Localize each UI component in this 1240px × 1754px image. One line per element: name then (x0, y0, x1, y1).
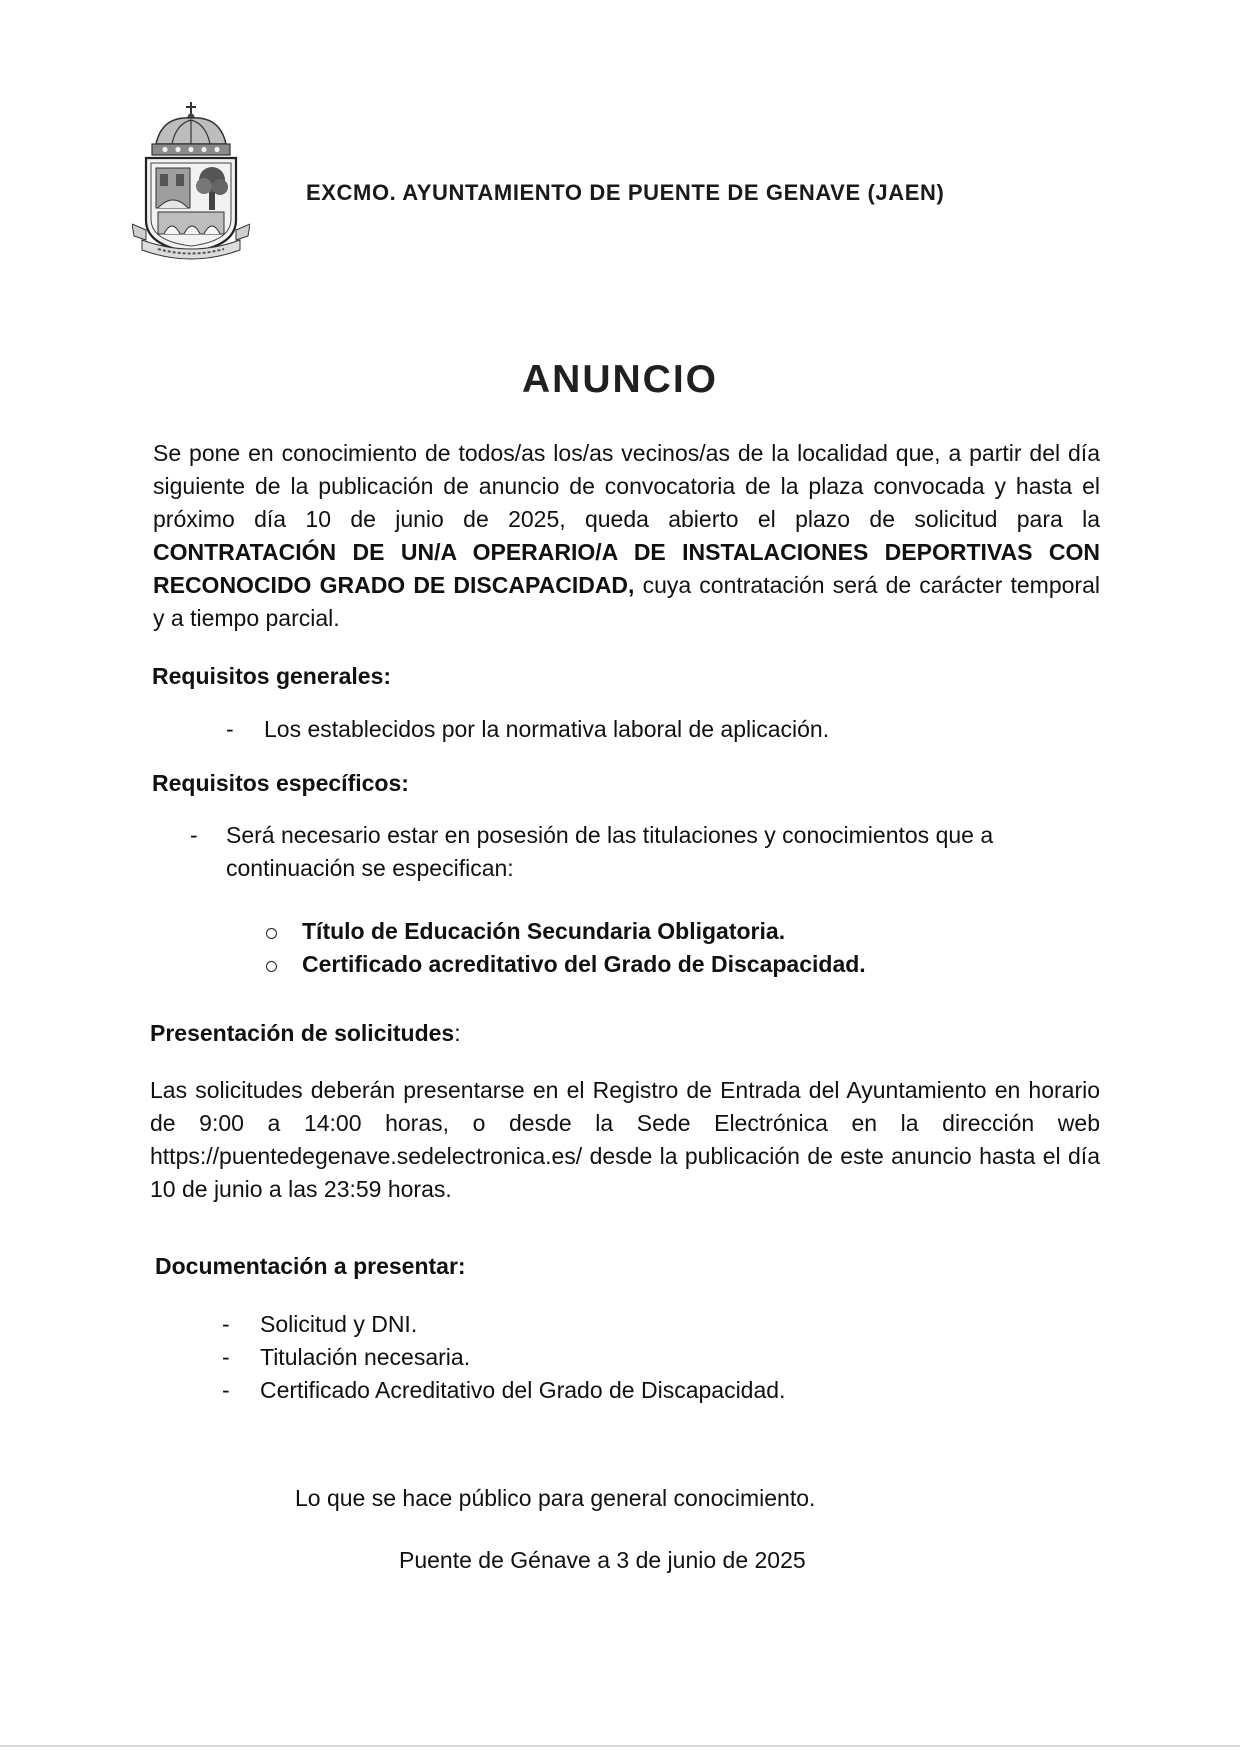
organization-title: EXCMO. AYUNTAMIENTO DE PUENTE DE GENAVE (JAEN) (306, 180, 945, 205)
scan-edge-divider (0, 1745, 1240, 1747)
sub-list-item-text: Certificado acreditativo del Grado de Discapacidad. (302, 951, 866, 977)
sub-list-item-text: Título de Educación Secundaria Obligatoria. (302, 918, 786, 944)
list-item-text-continued: continuación se especifican: (226, 855, 514, 881)
closing-statement: Lo que se hace público para general conocimiento. (295, 1485, 816, 1511)
intro-text: Se pone en conocimiento de todos/as los/as vecinos/as de la localidad que, a partir del día siguiente de la publicación de anuncio de convocatoria de la plaza convocada y hasta el próximo día 10 de junio de 2025, queda abierto el plazo de solicitud para la (153, 440, 1100, 532)
list-item (222, 1377, 922, 1407)
submission-heading (150, 1020, 461, 1047)
submission-paragraph: Las solicitudes deberán presentarse en el Registro de Entrada del Ayuntamiento en horario de 9:00 a 14:00 horas, o desde la Sede Electrónica en la dirección web https://puentedegenave.sedelectronica.es/ desde la publicación de este anuncio hasta el día 10 de junio a las 23:59 horas. (150, 1077, 1100, 1202)
list-item (222, 1311, 922, 1341)
documentation-heading: Documentación a presentar: (155, 1253, 466, 1279)
list-item (226, 716, 926, 746)
list-dash: - (222, 1311, 230, 1337)
list-item-text: Será necesario estar en posesión de las titulaciones y conocimientos que a (226, 822, 994, 848)
list-item (190, 822, 1100, 888)
general-requirements-heading: Requisitos generales: (152, 663, 392, 689)
intro-position-title: CONTRATACIÓN DE UN/A OPERARIO/A DE INSTALACIONES DEPORTIVAS CON RECONOCIDO GRADO DE DISCAPACIDAD, (153, 539, 1100, 598)
place-and-date: Puente de Génave a 3 de junio de 2025 (399, 1547, 806, 1573)
list-item-text: Los establecidos por la normativa laboral de aplicación. (264, 716, 830, 742)
submission-heading-colon: : (454, 1020, 461, 1046)
list-item (222, 1344, 922, 1374)
list-dash: - (226, 716, 234, 742)
intro-text-end: cuya contratación será de carácter temporal y a tiempo parcial. (153, 572, 1100, 631)
coat-of-arms-icon (132, 100, 250, 262)
list-item-text: Solicitud y DNI. (260, 1311, 418, 1337)
submission-heading-text: Presentación de solicitudes (150, 1020, 455, 1046)
circle-bullet-icon (266, 928, 277, 939)
list-item-text: Certificado Acreditativo del Grado de Discapacidad. (260, 1377, 786, 1403)
circle-bullet-icon (266, 961, 277, 972)
document-title: ANUNCIO (522, 358, 718, 401)
sub-list-item (266, 951, 966, 981)
specific-requirements-heading: Requisitos específicos: (152, 770, 409, 796)
sub-list-item (266, 918, 966, 948)
intro-paragraph (153, 437, 1100, 635)
list-dash: - (222, 1344, 230, 1370)
list-item-text: Titulación necesaria. (260, 1344, 471, 1370)
list-dash: - (222, 1377, 230, 1403)
list-dash: - (190, 822, 198, 848)
